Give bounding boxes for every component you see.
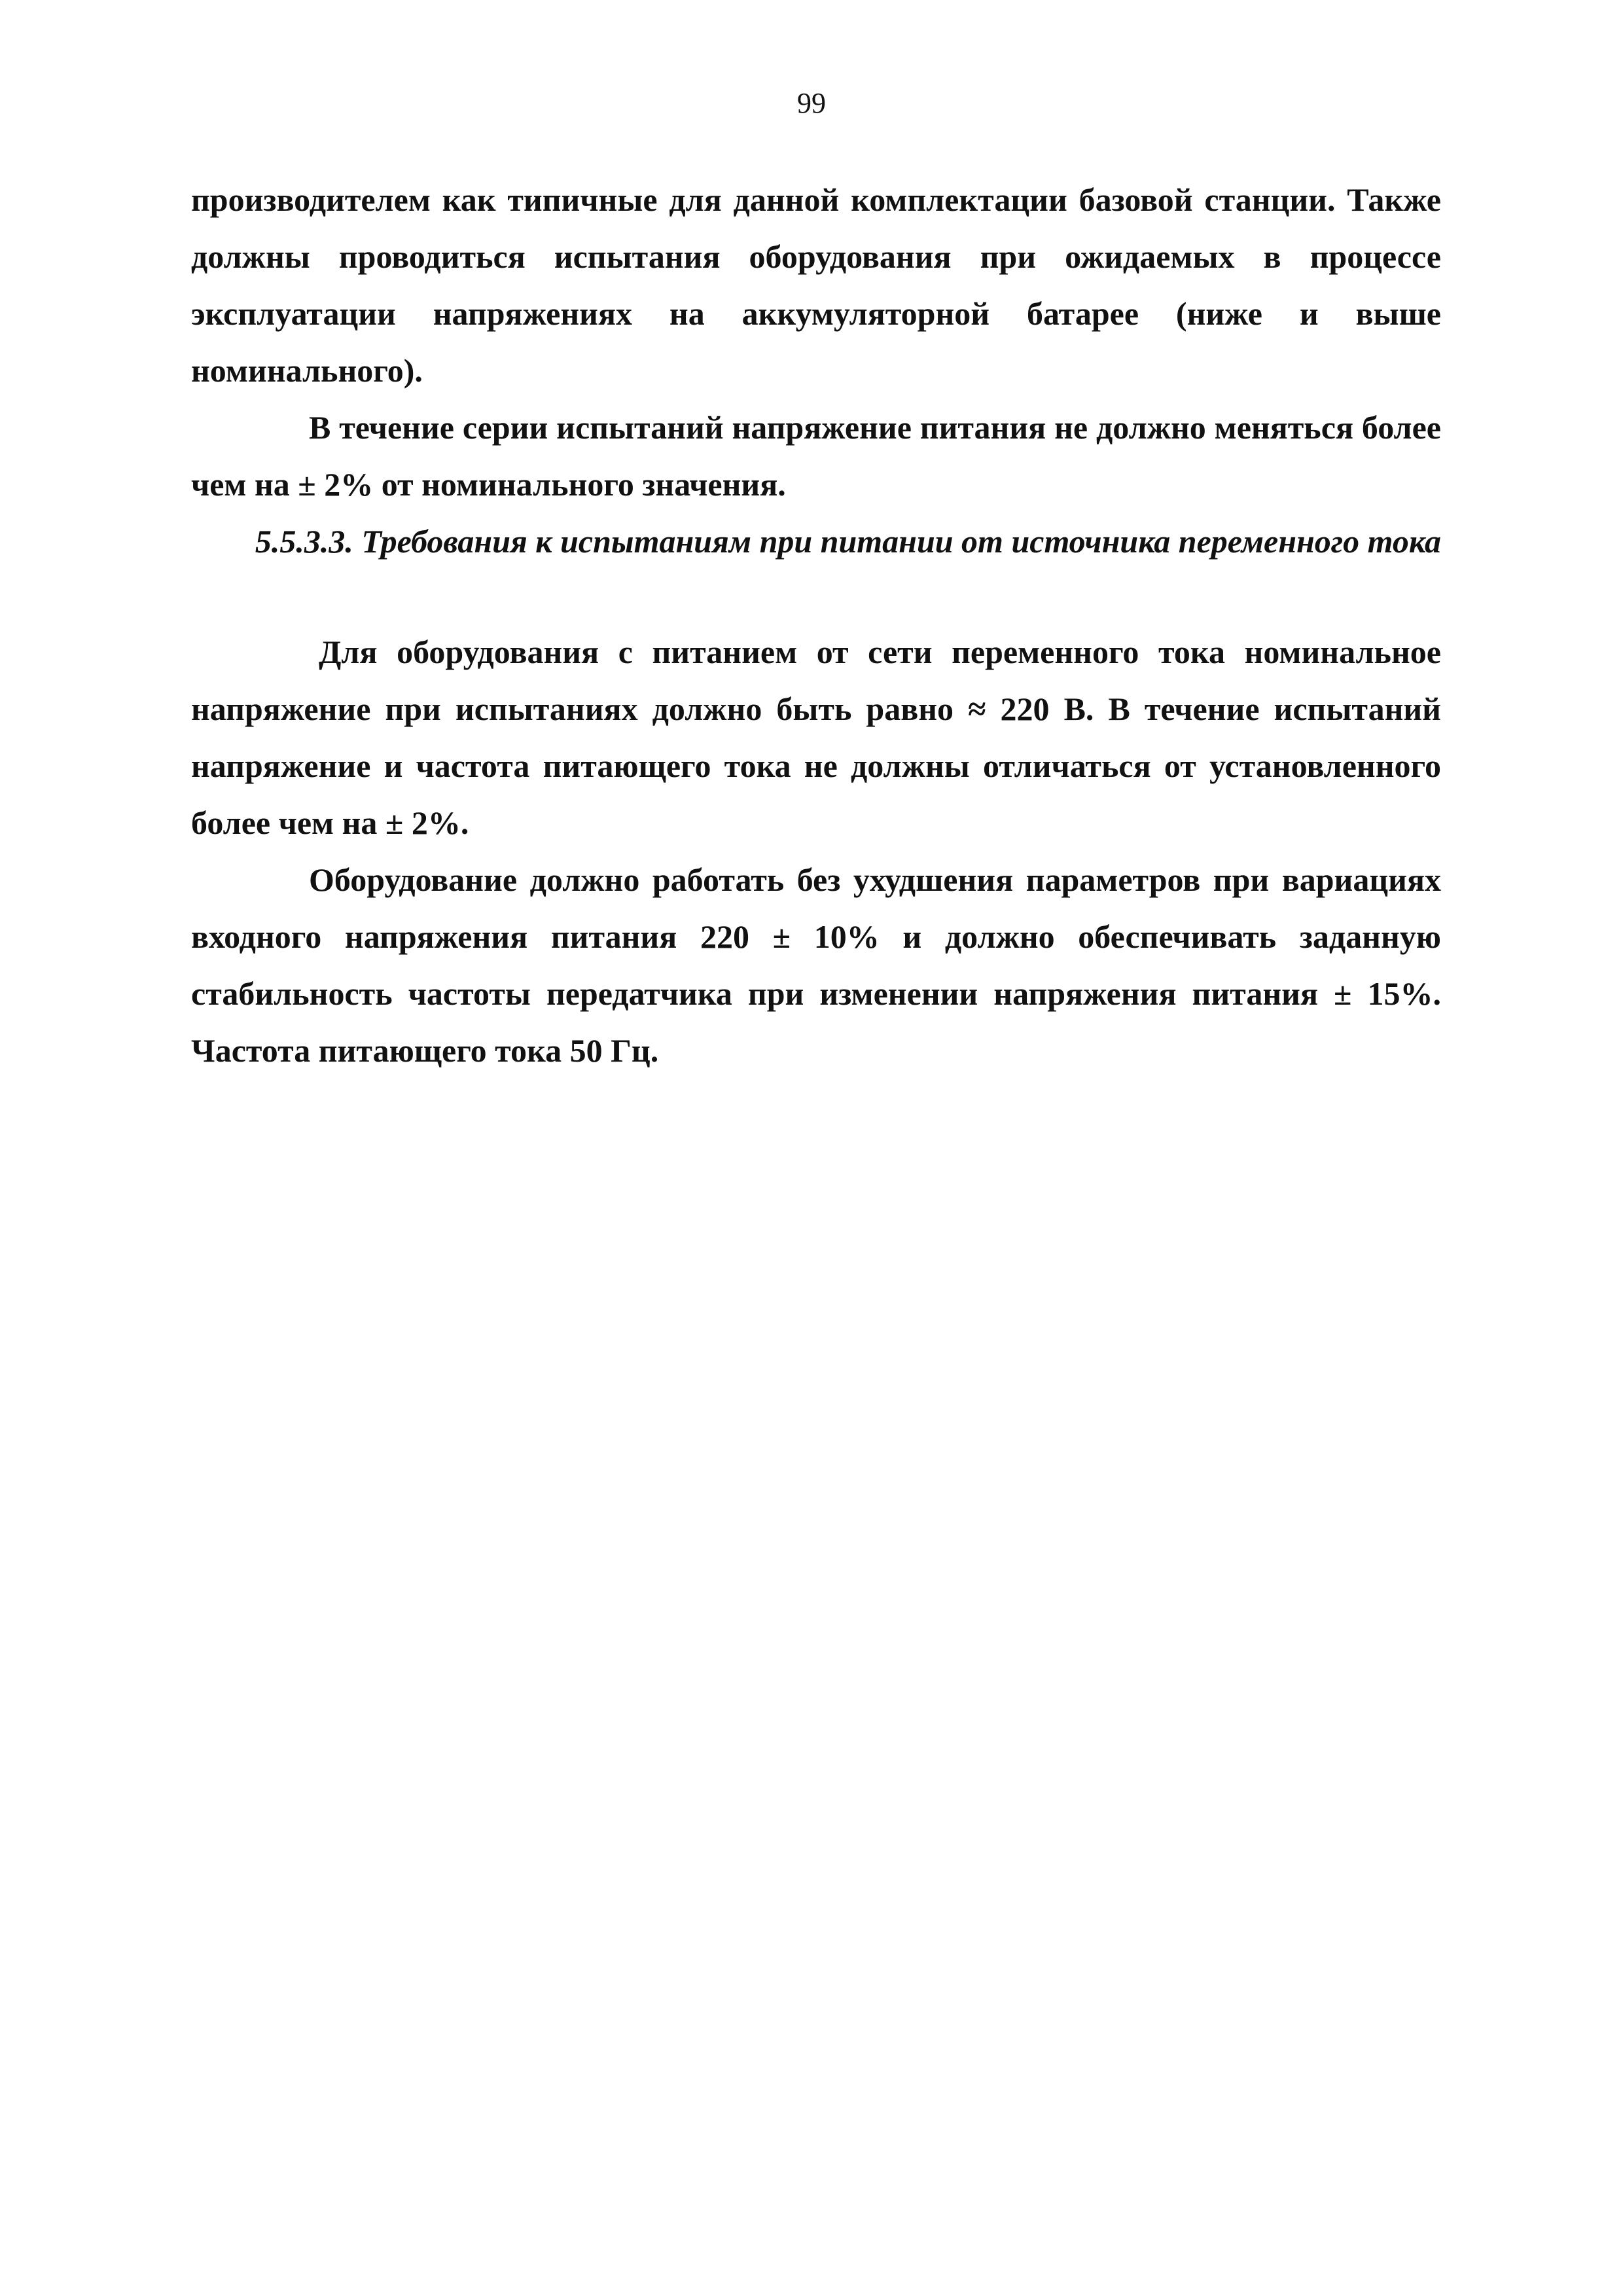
paragraph-voltage-tolerance: В течение серии испытаний напряжение питания не должно меняться более чем на ± 2% от номинального значения. <box>191 409 1441 503</box>
page-number: 99 <box>797 87 826 119</box>
paragraph-input-variation: Оборудование должно работать без ухудшения параметров при вариациях входного напряжения питания 220 ± 10% и должно обеспечивать заданную стабильность частоты передатчика при изменении напряжения питания ± 15%. Частота питающего тока 50 Гц. <box>191 861 1441 1069</box>
spacer <box>191 570 1441 624</box>
paragraph-continuation: производителем как типичные для данной комплектации базовой станции. Также должны проводиться испытания оборудования при ожидаемых в процессе эксплуатации напряжениях на аккумуляторной батарее (ниже и выше номинального). <box>191 181 1441 389</box>
document-body <box>191 171 1441 1079</box>
paragraph-ac-supply: Для оборудования с питанием от сети переменного тока номинальное напряжение при испытаниях должно быть равно ≈ 220 В. В течение испытаний напряжение и частота питающего тока не должны отличаться от установленного более чем на ± 2%. <box>191 634 1441 841</box>
section-heading: 5.5.3.3. Требования к испытаниям при питании от источника переменного тока <box>255 523 1441 560</box>
